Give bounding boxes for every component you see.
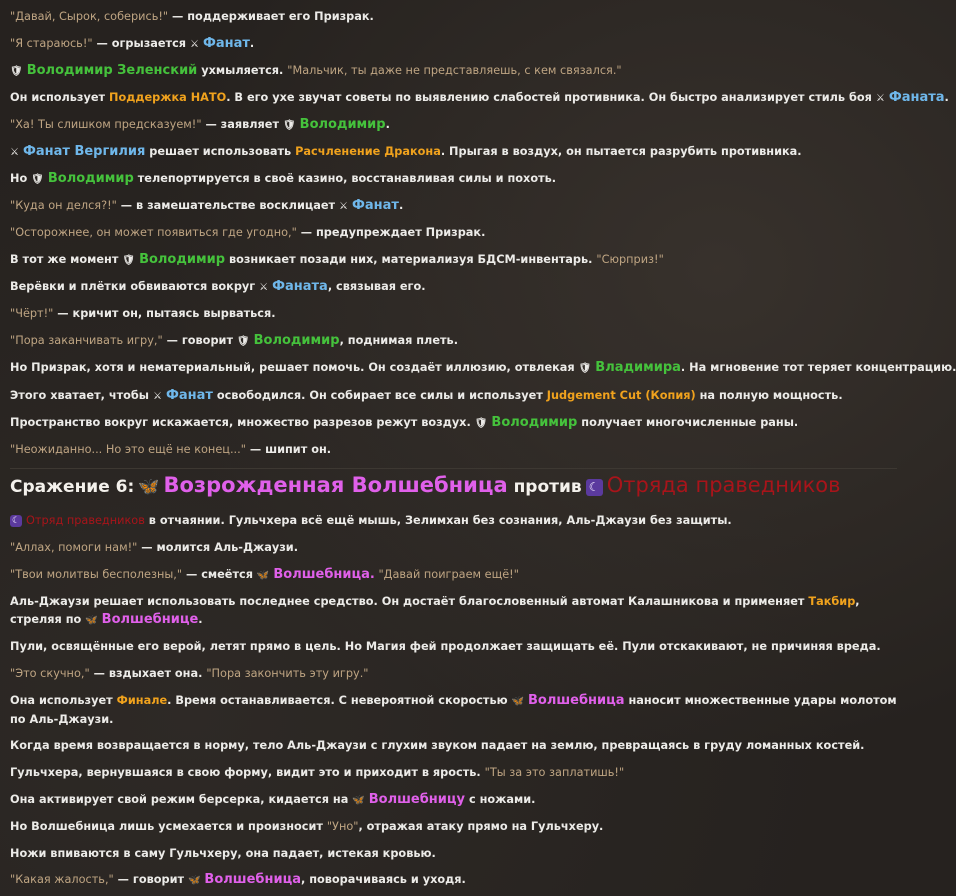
quote: "Аллах, помоги нам!" — [10, 541, 138, 554]
log-line: "Это скучно," — вздыхает она. "Пора закончить эту игру." — [10, 667, 369, 680]
butterfly-icon: 🦋 — [352, 795, 365, 806]
quote: "Я стараюсь!" — [10, 37, 93, 50]
skill-name: Такбир — [808, 595, 856, 608]
log-line: "Пора заканчивать игру," — говорит 🛡 Володимир, поднимая плеть. — [10, 332, 900, 351]
character-fan: Фаната — [888, 90, 945, 105]
character-sorceress: Волшебница. — [273, 567, 375, 582]
log-line: "Твои молитвы бесполезны," — смеётся 🦋 Волшебница. "Давай поиграем ещё!" — [10, 566, 900, 585]
character-volodymyr: Володимир — [139, 252, 226, 267]
character-sorceress: Волшебница — [204, 872, 301, 887]
shield-icon: 🛡 — [236, 336, 250, 347]
character-fan: Фанат — [202, 36, 250, 51]
narration: — поддерживает его Призрак. — [168, 10, 374, 23]
butterfly-icon: 🦋 — [511, 696, 524, 707]
log-line: "Осторожнее, он может появиться где угодно," — предупреждает Призрак. — [10, 226, 486, 239]
butterfly-icon: 🦋 — [138, 477, 160, 497]
log-line: Но Призрак, хотя и нематериальный, решает помочь. Он создаёт иллюзию, отвлекая 🛡 Владимира. На мгновение тот теряет концентрацию. — [10, 359, 900, 378]
log-line — [10, 8, 900, 26]
log-line: Ножи впиваются в саму Гульчхеру, она падает, истекая кровью. — [10, 847, 436, 860]
character-volodymyr: Володимир — [253, 333, 340, 348]
butterfly-icon: 🦋 — [187, 875, 201, 886]
log-line: Этого хватает, чтобы ⚔ Фанат освободился. Он собирает все силы и использует Judgement Cut (Копия) на полную мощность. — [10, 387, 900, 406]
log-line: Он использует Поддержка НАТО. В его ухе звучат советы по выявлению слабостей противника. Он быстро анализирует стиль боя ⚔ Фаната. — [10, 89, 900, 108]
righteous-squad: Отряд праведников — [26, 514, 145, 527]
quote: "Давай, Сырок, соберись!" — [10, 10, 169, 23]
quote: "Давай поиграем ещё!" — [374, 568, 519, 581]
log-line: Гульчхера, вернувшаяся в свою форму, видит это и приходит в ярость. "Ты за это заплатишь!" — [10, 766, 625, 779]
log-line: "Ха! Ты слишком предсказуем!" — заявляет 🛡 Володимир. — [10, 116, 900, 135]
battle-number: Сражение 6: — [10, 477, 135, 497]
skill-name: Финале — [116, 694, 168, 707]
quote: "Неожиданно... Но это ещё не конец..." — [10, 443, 246, 456]
fighter-sorceress: Возрожденная Волшебница — [163, 473, 508, 497]
log-line: Аль-Джаузи решает использовать последнее средство. Он достаёт благословенный автомат Калашникова и применяет Такбир, стреляя по 🦋 Волшебнице. — [10, 593, 900, 630]
shield-icon: 🛡 — [31, 174, 44, 185]
quote: "Осторожнее, он может появиться где угодно," — [10, 226, 297, 239]
character-volodymyr: Володимир — [47, 171, 134, 186]
quote: "Твои молитвы бесполезны," — [10, 568, 183, 581]
moon-icon: ☾ — [11, 516, 21, 526]
quote: "Какая жалость," — [10, 873, 114, 886]
quote: "Сюрприз!" — [596, 253, 664, 266]
log-line: "Неожиданно... Но это ещё не конец..." — шипит он. — [10, 443, 332, 456]
quote: "Это скучно," — [10, 667, 90, 680]
log-line: "Какая жалость," — говорит 🦋 Волшебница, поворачиваясь и уходя. — [10, 871, 900, 890]
character-volodymyr: Володимир Зеленский — [26, 63, 198, 78]
character-sorceress: Волшебнице — [101, 612, 199, 627]
character-volodymyr: Володимир — [299, 117, 386, 132]
shield-icon: 🛡 — [122, 255, 136, 266]
log-line: "Аллах, помоги нам!" — молится Аль-Джаузи. — [10, 541, 299, 554]
log-line: 🛡 Володимир Зеленский ухмыляется. "Мальчик, ты даже не представляешь, с кем связался." — [10, 62, 900, 81]
log-line: "Чёрт!" — кричит он, пытаясь вырваться. — [10, 307, 276, 320]
log-line: "Я стараюсь!" — огрызается ⚔ Фанат. — [10, 35, 900, 54]
quote: "Ты за это заплатишь!" — [484, 766, 625, 779]
log-line: Но Волшебница лишь усмехается и произносит "Уно", отражая атаку прямо на Гульчхеру. — [10, 820, 604, 833]
sword-icon: ⚔ — [152, 391, 162, 402]
log-line: ☾ Отряд праведников в отчаянии. Гульчхера всё ещё мышь, Зелимхан без сознания, Аль-Джаузи без защиты. — [11, 514, 732, 527]
character-fan: Фанат — [165, 388, 213, 403]
character-sorceress: Волшебницу — [368, 792, 466, 807]
character-sorceress: Волшебница — [527, 693, 625, 708]
character-fan: Фанат — [351, 198, 399, 213]
sword-icon: ⚔ — [259, 282, 269, 293]
sword-icon: ⚔ — [339, 201, 348, 212]
character-fan: Фанат Вергилия — [22, 144, 146, 159]
shield-icon: 🛡 — [282, 120, 296, 131]
log-line: Верёвки и плётки обвиваются вокруг ⚔ Фаната, связывая его. — [10, 278, 900, 297]
butterfly-icon: 🦋 — [256, 570, 270, 581]
quote: "Пора заканчивать игру," — [10, 334, 163, 347]
quote: "Пора закончить эту игру." — [206, 667, 369, 680]
log-line: Она активирует свой режим берсерка, кидается на 🦋 Волшебницу с ножами. — [10, 791, 900, 810]
log-line: ⚔ Фанат Вергилия решает использовать Расчленение Дракона. Прыгая в воздух, он пытается разрубить противника. — [10, 143, 900, 162]
quote: "Чёрт!" — [10, 307, 54, 320]
log-line: Пространство вокруг искажается, множество разрезов режут воздух. 🛡 Володимир получает многочисленные раны. — [10, 414, 900, 433]
shield-icon: 🛡 — [10, 66, 23, 77]
sword-icon: ⚔ — [875, 93, 885, 104]
versus-label: против — [513, 477, 582, 497]
skill-name: Расчленение Дракона — [295, 145, 441, 158]
battle-header — [10, 472, 900, 500]
narration: — огрызается — [92, 37, 190, 50]
shield-icon: 🛡 — [578, 363, 592, 374]
skill-name: Judgement Cut (Копия) — [546, 389, 696, 402]
character-volodymyr: Володимир — [491, 415, 578, 430]
divider — [10, 468, 897, 469]
quote: "Ха! Ты слишком предсказуем!" — [10, 118, 202, 131]
character-volodymyr: Владимира — [595, 360, 681, 375]
butterfly-icon: 🦋 — [85, 615, 98, 626]
log-line: Но 🛡 Володимир телепортируется в своё казино, восстанавливая силы и похоть. — [10, 170, 900, 189]
sword-icon: ⚔ — [10, 147, 19, 158]
skill-name: Поддержка НАТО — [109, 91, 227, 104]
log-line: Она использует Финале. Время останавливается. С невероятной скоростью 🦋 Волшебница наносит множественные удары молотом по Аль-Джаузи. — [10, 693, 897, 726]
character-fan: Фаната — [272, 279, 328, 294]
quote: "Мальчик, ты даже не представляешь, с кем связался." — [287, 64, 622, 77]
fighter-righteous-squad: Отряда праведников — [606, 473, 841, 497]
log-line: Когда время возвращается в норму, тело Аль-Джаузи с глухим звуком падает на землю, превращаясь в груду ломанных костей. — [10, 739, 865, 752]
quote: "Уно" — [326, 820, 359, 833]
moon-icon: ☾ — [586, 479, 603, 496]
log-line: В тот же момент 🛡 Володимир возникает позади них, материализуя БДСМ-инвентарь. "Сюрприз!" — [10, 251, 900, 270]
log-line: "Куда он делся?!" — в замешательстве восклицает ⚔ Фанат. — [10, 197, 900, 216]
quote: "Куда он делся?!" — [10, 199, 117, 212]
shield-icon: 🛡 — [474, 418, 488, 429]
sword-icon: ⚔ — [189, 39, 199, 50]
log-line: Пули, освящённые его верой, летят прямо в цель. Но Магия фей продолжает защищать её. Пули отскакивают, не причиняя вреда. — [10, 640, 881, 653]
